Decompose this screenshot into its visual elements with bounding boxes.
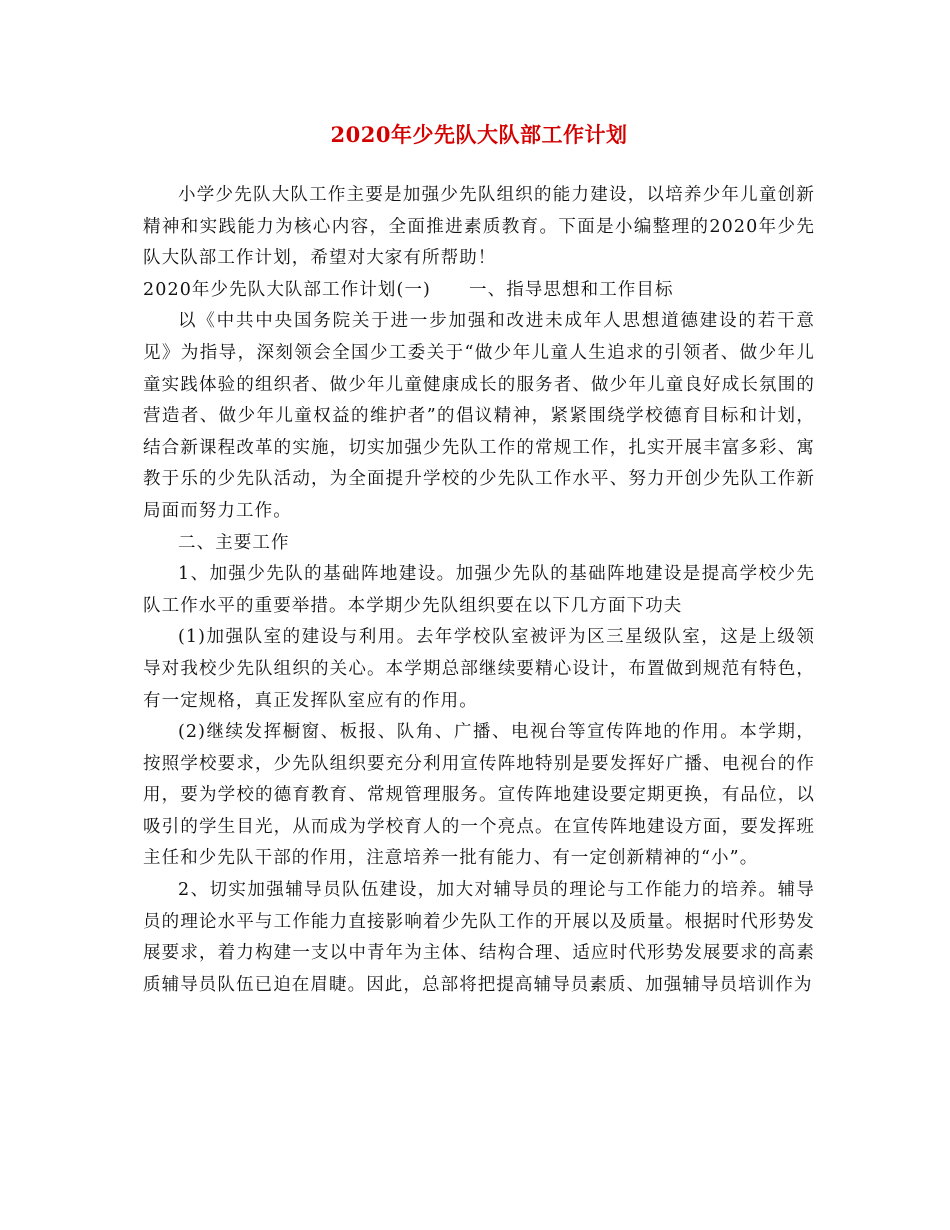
intro-paragraph: 小学少先队大队工作主要是加强少先队组织的能力建设，以培养少年儿童创新精神和实践能力为核心内容，全面推进素质教育。下面是小编整理的2020年少先队大队部工作计划，希望对大家有所帮助！: [143, 185, 815, 269]
item2-paragraph: 2、切实加强辅导员队伍建设，加大对辅导员的理论与工作能力的培养。辅导员的理论水平与工作能力直接影响着少先队工作的开展以及质量。根据时代形势发展要求，着力构建一支以中青年为主体、结构合理、适应时代形势发展要求的高素质辅导员队伍已迫在眉睫。因此，总部将把提高辅导员素质、加强辅导员培训作为: [143, 880, 815, 995]
section2-heading: 二、主要工作: [178, 532, 290, 553]
plan-subtitle-line: [143, 275, 815, 307]
document-body: [143, 180, 815, 1001]
plan-subtitle: 2020年少先队大队部工作计划(一): [143, 279, 431, 300]
document-page: [143, 118, 815, 1001]
section1-paragraph: 以《中共中央国务院关于进一步加强和改进未成年人思想道德建设的若干意见》为指导，深刻领会全国少工委关于“做少年儿童人生追求的引领者、做少年儿童实践体验的组织者、做少年儿童健康成长的服务者、做少年儿童良好成长氛围的营造者、做少年儿童权益的维护者”的倡议精神，紧紧围绕学校德育目标和计划，结合新课程改革的实施，切实加强少先队工作的常规工作，扎实开展丰富多彩、寓教于乐的少先队活动，为全面提升学校的少先队工作水平、努力开创少先队工作新局面而努力工作。: [143, 311, 815, 521]
item1-1-paragraph: (1)加强队室的建设与利用。去年学校队室被评为区三星级队室，这是上级领导对我校少先队组织的关心。本学期总部继续要精心设计，布置做到规范有特色，有一定规格，真正发挥队室应有的作用。: [143, 627, 815, 711]
section1-heading: 一、指导思想和工作目标: [469, 279, 674, 300]
item1-2-paragraph: (2)继续发挥橱窗、板报、队角、广播、电视台等宣传阵地的作用。本学期，按照学校要求，少先队组织要充分利用宣传阵地特别是要发挥好广播、电视台的作用，要为学校的德育教育、常规管理服务。宣传阵地建设要定期更换，有品位，以吸引的学生目光，从而成为学校育人的一个亮点。在宣传阵地建设方面，要发挥班主任和少先队干部的作用，注意培养一批有能力、有一定创新精神的“小”。: [143, 722, 815, 869]
document-title: 2020年少先队大队部工作计划: [330, 122, 628, 147]
item1-paragraph: 1、加强少先队的基础阵地建设。加强少先队的基础阵地建设是提高学校少先队工作水平的重要举措。本学期少先队组织要在以下几方面下功夫: [143, 564, 815, 616]
